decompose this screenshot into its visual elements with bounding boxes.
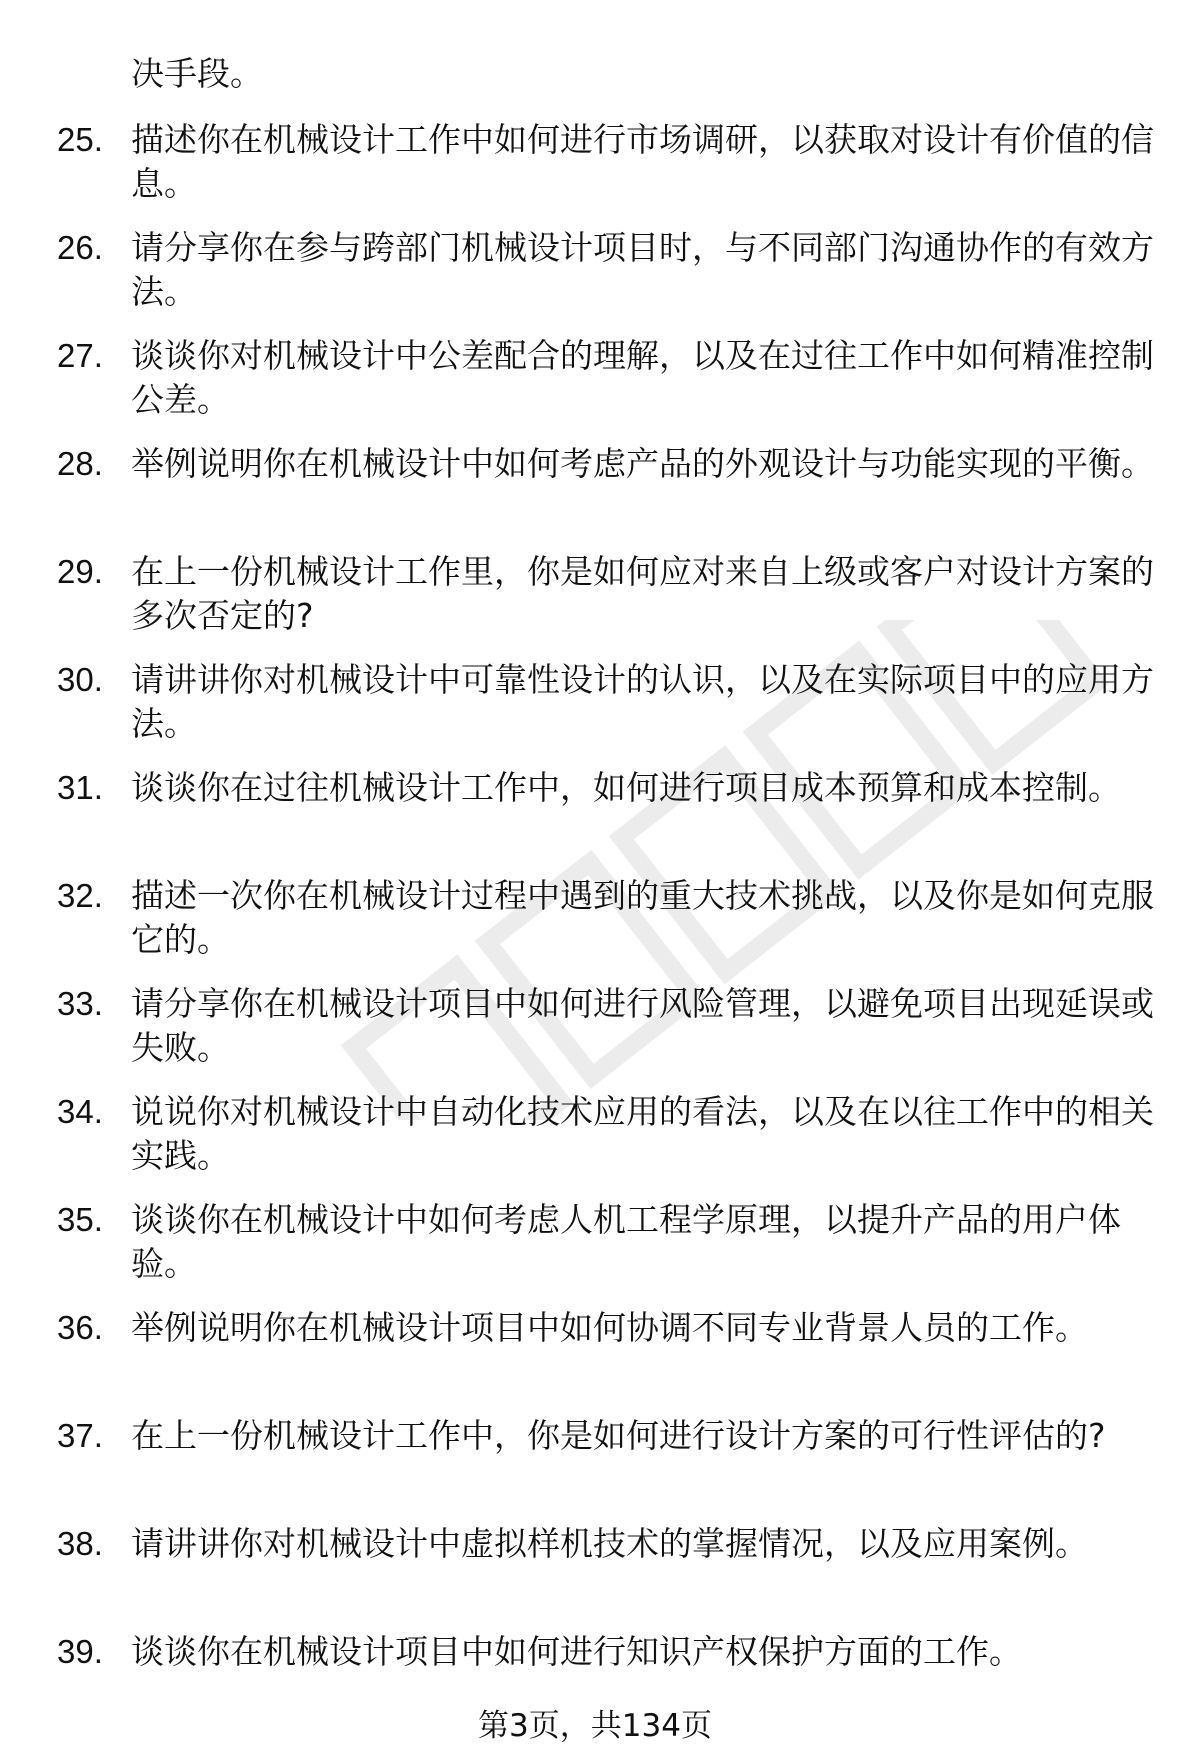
question-item	[0, 442, 1190, 550]
question-item	[0, 550, 1190, 658]
question-text: 请讲讲你对机械设计中可靠性设计的认识，以及在实际项目中的应用方法。	[131, 660, 1154, 743]
question-item	[0, 1306, 1190, 1414]
question-item	[0, 334, 1190, 442]
question-item	[0, 226, 1190, 334]
question-number: 36.	[57, 1309, 103, 1346]
question-item	[0, 874, 1190, 982]
question-text: 谈谈你在过往机械设计工作中，如何进行项目成本预算和成本控制。	[131, 768, 1121, 807]
question-number: 35.	[57, 1201, 103, 1238]
question-text: 请分享你在参与跨部门机械设计项目时，与不同部门沟通协作的有效方法。	[131, 228, 1154, 311]
question-number: 33.	[57, 985, 103, 1022]
question-item	[0, 1090, 1190, 1198]
question-text: 谈谈你在机械设计项目中如何进行知识产权保护方面的工作。	[131, 1632, 1022, 1671]
question-number: 25.	[57, 121, 103, 158]
question-number: 32.	[57, 877, 103, 914]
question-list	[0, 118, 1190, 1738]
question-item	[0, 1198, 1190, 1306]
question-number: 28.	[57, 445, 103, 482]
question-text: 请分享你在机械设计项目中如何进行风险管理，以避免项目出现延误或失败。	[131, 984, 1154, 1067]
question-text: 举例说明你在机械设计中如何考虑产品的外观设计与功能实现的平衡。	[131, 444, 1154, 483]
page-footer: 第3页，共134页	[478, 1708, 712, 1744]
question-text: 在上一份机械设计工作中，你是如何进行设计方案的可行性评估的?	[131, 1416, 1106, 1455]
question-number: 31.	[57, 769, 103, 806]
question-item	[0, 1522, 1190, 1630]
question-text: 谈谈你在机械设计中如何考虑人机工程学原理，以提升产品的用户体验。	[131, 1200, 1121, 1283]
question-text: 在上一份机械设计工作里，你是如何应对来自上级或客户对设计方案的多次否定的?	[131, 552, 1154, 635]
question-number: 37.	[57, 1417, 103, 1454]
question-number: 26.	[57, 229, 103, 266]
question-text: 谈谈你对机械设计中公差配合的理解，以及在过往工作中如何精准控制公差。	[131, 336, 1154, 419]
question-text: 请讲讲你对机械设计中虚拟样机技术的掌握情况，以及应用案例。	[131, 1524, 1088, 1563]
question-item	[0, 118, 1190, 226]
question-text: 描述一次你在机械设计过程中遇到的重大技术挑战，以及你是如何克服它的。	[131, 876, 1154, 959]
question-item	[0, 982, 1190, 1090]
question-text: 说说你对机械设计中自动化技术应用的看法，以及在以往工作中的相关实践。	[131, 1092, 1154, 1175]
continuation-text: 决手段。	[131, 54, 263, 93]
question-number: 27.	[57, 337, 103, 374]
question-item	[0, 1414, 1190, 1522]
question-item	[0, 658, 1190, 766]
question-number: 39.	[57, 1633, 103, 1670]
question-text: 举例说明你在机械设计项目中如何协调不同专业背景人员的工作。	[131, 1308, 1088, 1347]
question-number: 38.	[57, 1525, 103, 1562]
question-number: 29.	[57, 553, 103, 590]
question-text: 描述你在机械设计工作中如何进行市场调研，以获取对设计有价值的信息。	[131, 120, 1154, 203]
question-item	[0, 766, 1190, 874]
question-number: 34.	[57, 1093, 103, 1130]
question-number: 30.	[57, 661, 103, 698]
